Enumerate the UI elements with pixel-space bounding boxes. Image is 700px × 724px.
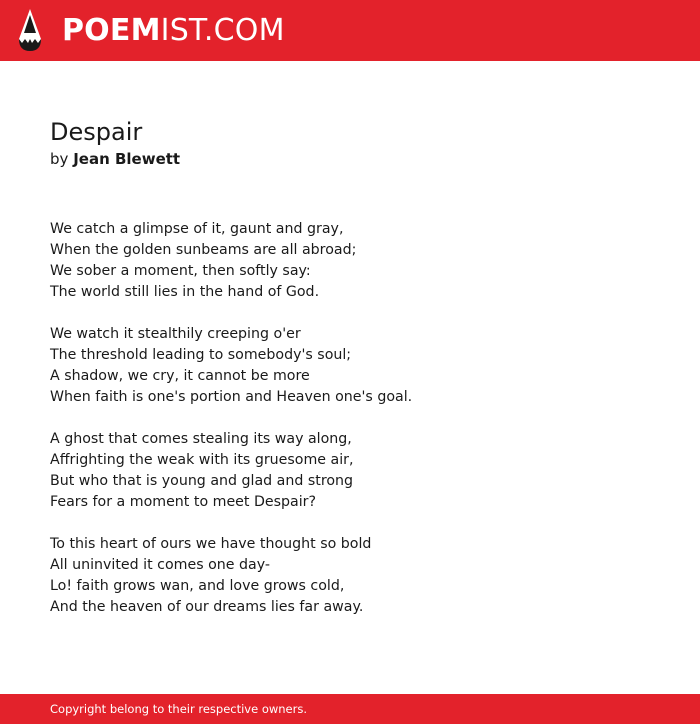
brand-bold-text: POEM: [62, 13, 161, 48]
poem-line: And the heaven of our dreams lies far away.: [50, 599, 364, 615]
site-footer: [0, 694, 700, 724]
poem-line: Affrighting the weak with its gruesome air,: [50, 452, 354, 468]
poem-byline: [50, 149, 180, 169]
poem-line: But who that is young and glad and strong: [50, 473, 354, 489]
site-header: [0, 0, 700, 61]
author-name: Jean Blewett: [73, 150, 181, 168]
poem-line: We watch it stealthily creeping o'er: [50, 326, 301, 342]
poem-line: The threshold leading to somebody's soul;: [50, 347, 352, 363]
poem-line: Fears for a moment to meet Despair?: [50, 494, 317, 510]
stanza: [50, 534, 670, 618]
poem-title: Despair: [50, 118, 143, 146]
poem-line: To this heart of ours we have thought so bold: [50, 536, 372, 552]
copyright-notice: Copyright belong to their respective owners.: [50, 702, 308, 716]
poem-body: [50, 219, 670, 639]
site-logo-link[interactable]: [62, 13, 285, 49]
pencil-tip-icon[interactable]: [17, 9, 43, 51]
by-label: by: [50, 150, 69, 168]
poem-line: We sober a moment, then softly say:: [50, 263, 311, 279]
stanza: [50, 324, 670, 408]
stanza: [50, 429, 670, 513]
poem-line: When the golden sunbeams are all abroad;: [50, 242, 357, 258]
brand-light-text: IST.COM: [160, 13, 285, 48]
poem-line: We catch a glimpse of it, gaunt and gray,: [50, 221, 344, 237]
poem-line: Lo! faith grows wan, and love grows cold,: [50, 578, 345, 594]
poem-line: When faith is one's portion and Heaven one's goal.: [50, 389, 413, 405]
poem-line: A ghost that comes stealing its way along,: [50, 431, 352, 447]
poem-line: A shadow, we cry, it cannot be more: [50, 368, 310, 384]
stanza: [50, 219, 670, 303]
poem-line: The world still lies in the hand of God.: [50, 284, 320, 300]
poem-line: All uninvited it comes one day-: [50, 557, 270, 573]
